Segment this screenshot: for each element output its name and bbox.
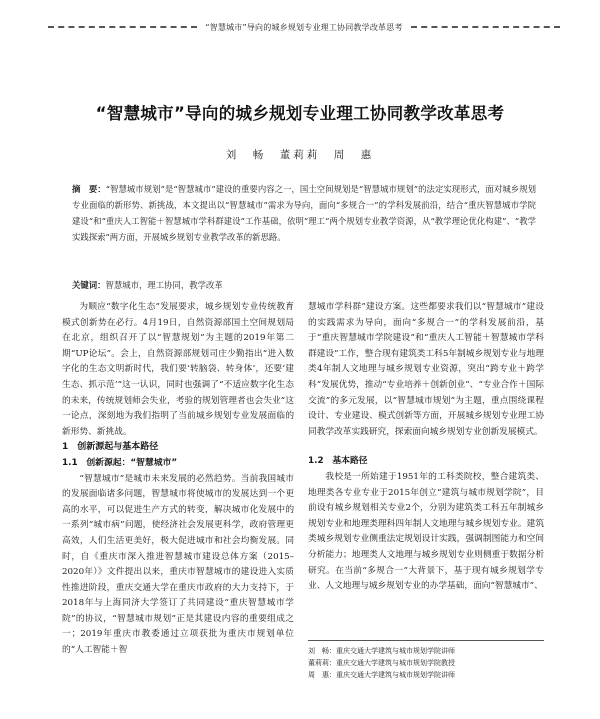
body-paragraph-1-1: “智慧城市”是城市未来发展的必然趋势。当前我国城市的发展面临诸多问题，智慧城市将使城市的发展达到一个更高的水平，可以促进生产方式的转变，解决城市化发展中的一系列“城市病”问题，使经济社会发展更科学，政府管理更高效，人们生活更美好，极大促进城市和社会均衡发展。同时，自《重庆市深入推进智慧城市建设总体方案（2015–2020年）》文件提出以来，重庆市智慧城市的建设进入实质性推进阶段，重庆交通大学在重庆市政府的大力支持下，于2018年与上海同济大学签订了共同建设“重庆智慧城市学院”的协议，“智慧城市规划”正是其建设内容的重要组成之一；2019年重庆市教委通过立项获批为重庆市规划单位的“人工智能＋智 xyxy=(62,473,294,656)
right-column xyxy=(308,300,544,595)
intro-paragraph: 为顺应“数字化生态”发展要求，城乡规划专业传统教育模式创新势在必行。4月19日，自然资源部国土空间规划局在北京，组织召开了以“智慧规划”为主题的2019年第二期“UP论坛”。会上，自然资源部规划司庄少勤指出“进入数字化的生态文明新时代，我们要‘转脑袋、转身体’，还要‘建生态、抓示范’”这一认识，同时也强调了“不适应数字化生态的未来，传统规划师会失业，考验的规划管理者也会失业”这一论点，深刻地为我们指明了当前城乡规划专业发展面临的新形势、新挑战。 xyxy=(62,302,294,437)
footnote-line: 董莉莉：重庆交通大学建筑与城市规划学院教授 xyxy=(308,659,455,667)
body-paragraph-1-2: 我校是一所始建于1951年的工科类院校，整合建筑类、地理类各专业专业于2015年创立“建筑与城市规划学院”，目前设有城乡规划相关专业2个，分别为建筑类工科五年制城乡规划专业和地理类理科四年制人文地理与城乡规划专业。建筑类城乡规划专业侧重法定规划设计实践，强调制图能力和空间分析能力；地理类人文地理与城乡规划专业则侧重于数据分析研究。在当前“多规合一”大背景下，基于现有城乡规划学专业、人文地理与城乡规划专业的办学基础，面向“智慧城市”、 xyxy=(308,471,544,592)
subsection-heading-1-2: 1.2 基本路径 xyxy=(308,456,368,467)
author-footnote xyxy=(308,640,544,681)
abstract-label: 摘 要： xyxy=(72,184,106,194)
running-header xyxy=(48,16,560,38)
article-title: “智慧城市”导向的城乡规划专业理工协同教学改革思考 xyxy=(95,104,505,123)
abstract-text: “智慧城市规划”是“智慧城市”建设的重要内容之一，国土空间规划是“智慧城市规划”的法定实现形式，面对城乡规划专业面临的新形势、新挑战，本文提出以“智慧城市”需求为导向，面向“多规合一”的学科发展前沿，结合“重庆智慧城市学院建设”和“重庆人工智能＋智慧城市学科群建设”工作基础，依明“理工”两个规划专业教学资源，从“教学理论优化构建”、“教学实践探索”两方面，开展城乡规划专业教学改革的新思路。 xyxy=(72,184,537,242)
continued-paragraph: 慧城市学科群”建设方案。这些都要求我们以“智慧城市”建设的实践需求为导向，面向“多规合一”的学科发展前沿，基于“重庆智慧城市学院建设”和“重庆人工智能＋智慧城市学科群建设”工作，整合现有建筑类工科5年制城乡规划专业与地理类4年制人文地理与城乡规划专业资源，突出“跨专业＋跨学科”发展优势，推动“专业培养＋创新创业”、“专业合作＋国际交流”的多元发展，以“智慧城市规划”为主题，重点围绕课程设计、专业建设、模式创新等方面，开展城乡规划专业理工协同教学改革实践研究，探索面向城乡规划专业创新发展模式。 xyxy=(308,302,544,437)
header-rule-right xyxy=(411,26,560,28)
left-column xyxy=(62,300,294,659)
subsection-heading-1-1: 1.1 创新源起：“智慧城市” xyxy=(62,457,178,468)
header-rule-left xyxy=(48,26,197,28)
abstract-block xyxy=(72,181,536,245)
footnote-line: 周 惠：重庆交通大学建筑与城市规划学院讲师 xyxy=(308,671,455,679)
keywords-block xyxy=(72,277,536,293)
keywords-text: 智慧城市，理工协同，教学改革 xyxy=(105,280,223,290)
author-line: 刘 畅 董莉莉 周 惠 xyxy=(225,149,375,161)
keywords-label: 关键词： xyxy=(72,280,106,290)
running-header-text: “智慧城市”导向的城乡规划专业理工协同教学改革思考 xyxy=(205,22,403,32)
footnote-line: 刘 畅：重庆交通大学建筑与城市规划学院讲师 xyxy=(308,647,455,655)
section-heading-1: 1 创新源起与基本路径 xyxy=(62,442,159,453)
